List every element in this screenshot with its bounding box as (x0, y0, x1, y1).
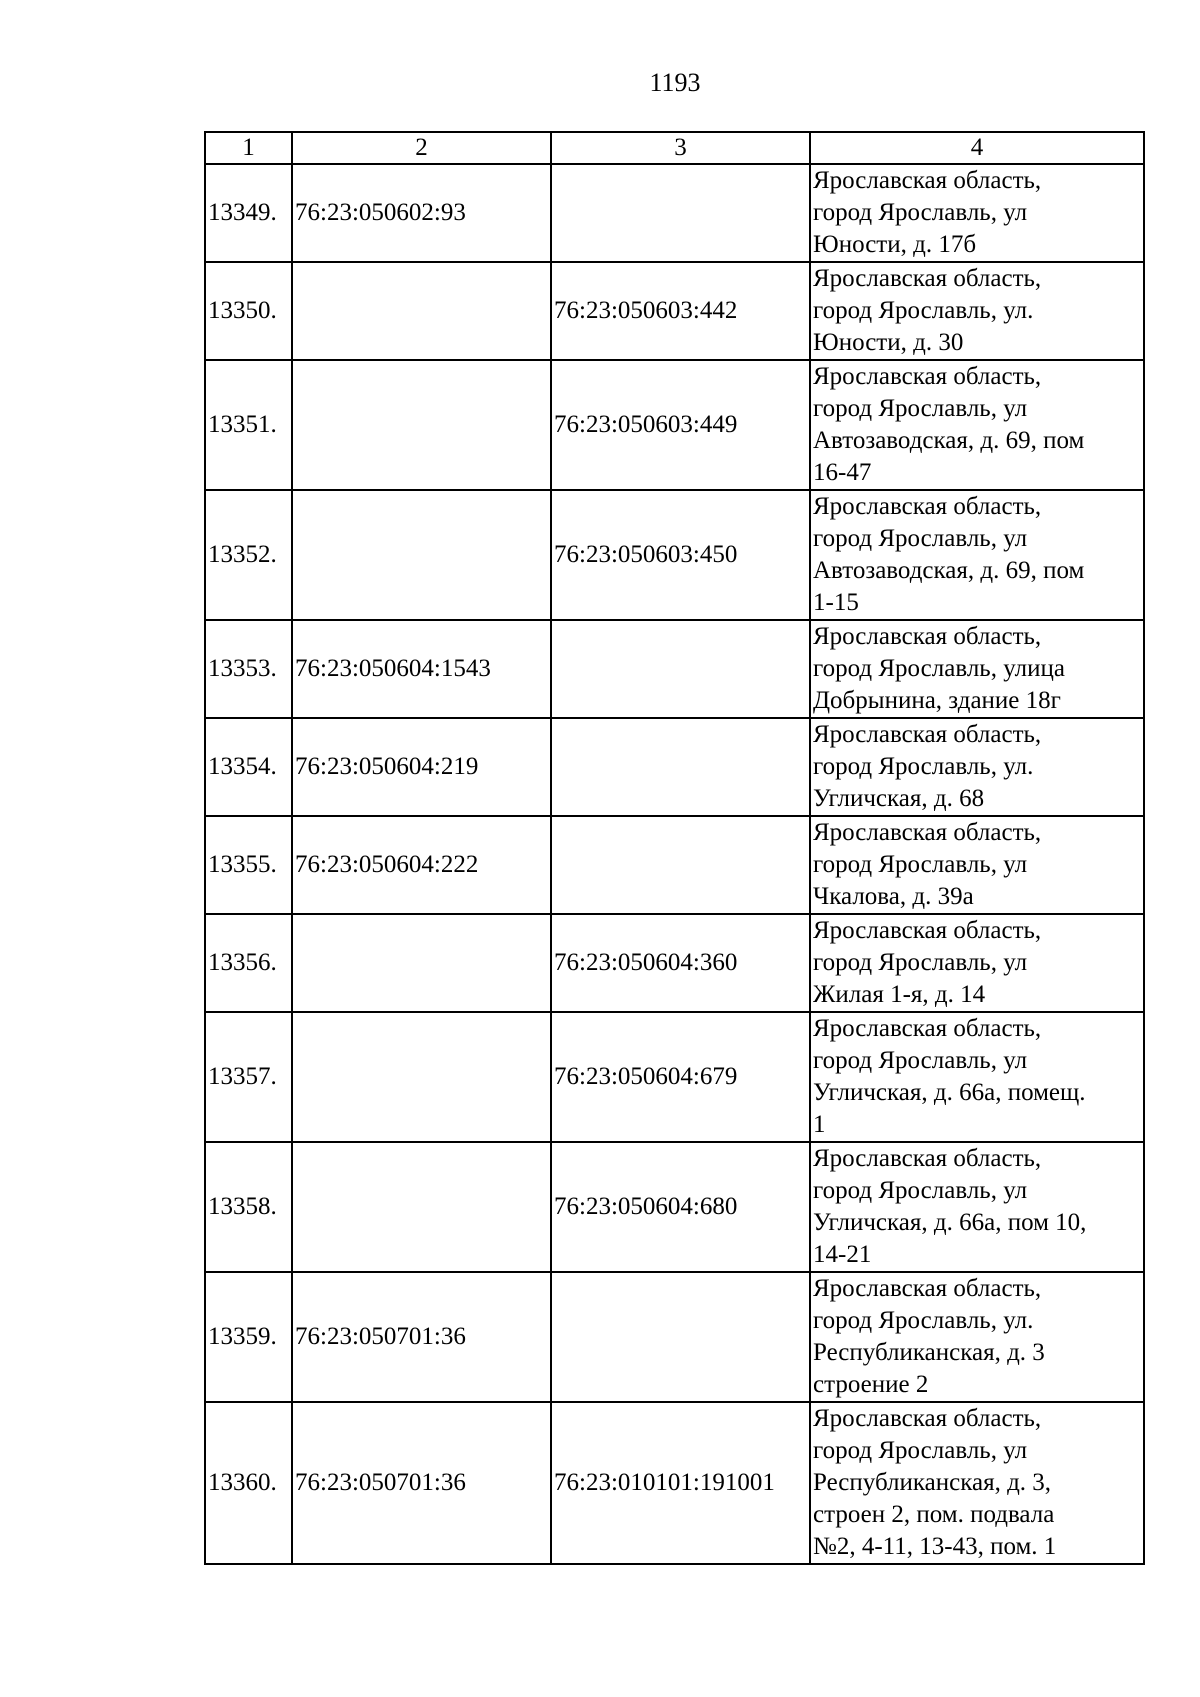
row-number-cell: 13351. (205, 360, 292, 490)
cadastral-number-cell: 76:23:010101:191001 (551, 1402, 810, 1564)
address-cell: Ярославская область, город Ярославль, ул Чкалова, д. 39а (810, 816, 1144, 914)
address-cell: Ярославская область, город Ярославль, ул Угличская, д. 66а, помещ. 1 (810, 1012, 1144, 1142)
table-row (205, 914, 1144, 1012)
cadastral-number-cell (551, 620, 810, 718)
cadastral-number-cell: 76:23:050701:36 (292, 1402, 551, 1564)
table-row (205, 1142, 1144, 1272)
address-cell: Ярославская область, город Ярославль, улица Добрынина, здание 18г (810, 620, 1144, 718)
address-cell: Ярославская область, город Ярославль, ул Автозаводская, д. 69, пом 1-15 (810, 490, 1144, 620)
table-row (205, 262, 1144, 360)
address-cell: Ярославская область, город Ярославль, ул. Юности, д. 30 (810, 262, 1144, 360)
cadastral-number-cell (551, 816, 810, 914)
address-cell: Ярославская область, город Ярославль, ул. Республиканская, д. 3 строение 2 (810, 1272, 1144, 1402)
row-number-cell: 13349. (205, 164, 292, 262)
column-header: 3 (551, 132, 810, 164)
table-row (205, 360, 1144, 490)
page-number: 1193 (649, 68, 701, 97)
table-row (205, 620, 1144, 718)
address-cell: Ярославская область, город Ярославль, ул. Угличская, д. 68 (810, 718, 1144, 816)
address-cell: Ярославская область, город Ярославль, ул Жилая 1-я, д. 14 (810, 914, 1144, 1012)
address-cell: Ярославская область, город Ярославль, ул Республиканская, д. 3, строен 2, пом. подвала №2, 4-11, 13-43, пом. 1 (810, 1402, 1144, 1564)
table-row (205, 490, 1144, 620)
cadastral-number-cell (551, 718, 810, 816)
table-row (205, 1012, 1144, 1142)
cadastral-number-cell (292, 490, 551, 620)
cadastral-number-cell (292, 1012, 551, 1142)
row-number-cell: 13359. (205, 1272, 292, 1402)
table-row (205, 1402, 1144, 1564)
table-row (205, 164, 1144, 262)
cadastral-number-cell: 76:23:050602:93 (292, 164, 551, 262)
address-cell: Ярославская область, город Ярославль, ул Автозаводская, д. 69, пом 16-47 (810, 360, 1144, 490)
row-number-cell: 13356. (205, 914, 292, 1012)
cadastral-number-cell: 76:23:050604:360 (551, 914, 810, 1012)
cadastral-number-cell (551, 1272, 810, 1402)
row-number-cell: 13360. (205, 1402, 292, 1564)
cadastral-number-cell (292, 360, 551, 490)
registry-table (204, 131, 1145, 1565)
cadastral-number-cell: 76:23:050701:36 (292, 1272, 551, 1402)
column-header: 1 (205, 132, 292, 164)
row-number-cell: 13352. (205, 490, 292, 620)
cadastral-number-cell: 76:23:050604:219 (292, 718, 551, 816)
cadastral-number-cell: 76:23:050604:679 (551, 1012, 810, 1142)
row-number-cell: 13354. (205, 718, 292, 816)
address-cell: Ярославская область, город Ярославль, ул Угличская, д. 66а, пом 10, 14-21 (810, 1142, 1144, 1272)
table-row (205, 1272, 1144, 1402)
cadastral-number-cell (292, 914, 551, 1012)
row-number-cell: 13355. (205, 816, 292, 914)
cadastral-number-cell: 76:23:050603:449 (551, 360, 810, 490)
cadastral-number-cell (551, 164, 810, 262)
row-number-cell: 13357. (205, 1012, 292, 1142)
column-header: 4 (810, 132, 1144, 164)
column-header: 2 (292, 132, 551, 164)
address-cell: Ярославская область, город Ярославль, ул Юности, д. 17б (810, 164, 1144, 262)
cadastral-number-cell: 76:23:050604:222 (292, 816, 551, 914)
header-row (205, 132, 1144, 164)
cadastral-number-cell (292, 262, 551, 360)
row-number-cell: 13350. (205, 262, 292, 360)
row-number-cell: 13353. (205, 620, 292, 718)
cadastral-number-cell (292, 1142, 551, 1272)
table-row (205, 816, 1144, 914)
cadastral-number-cell: 76:23:050603:450 (551, 490, 810, 620)
cadastral-number-cell: 76:23:050604:1543 (292, 620, 551, 718)
cadastral-number-cell: 76:23:050604:680 (551, 1142, 810, 1272)
cadastral-number-cell: 76:23:050603:442 (551, 262, 810, 360)
table-row (205, 718, 1144, 816)
row-number-cell: 13358. (205, 1142, 292, 1272)
